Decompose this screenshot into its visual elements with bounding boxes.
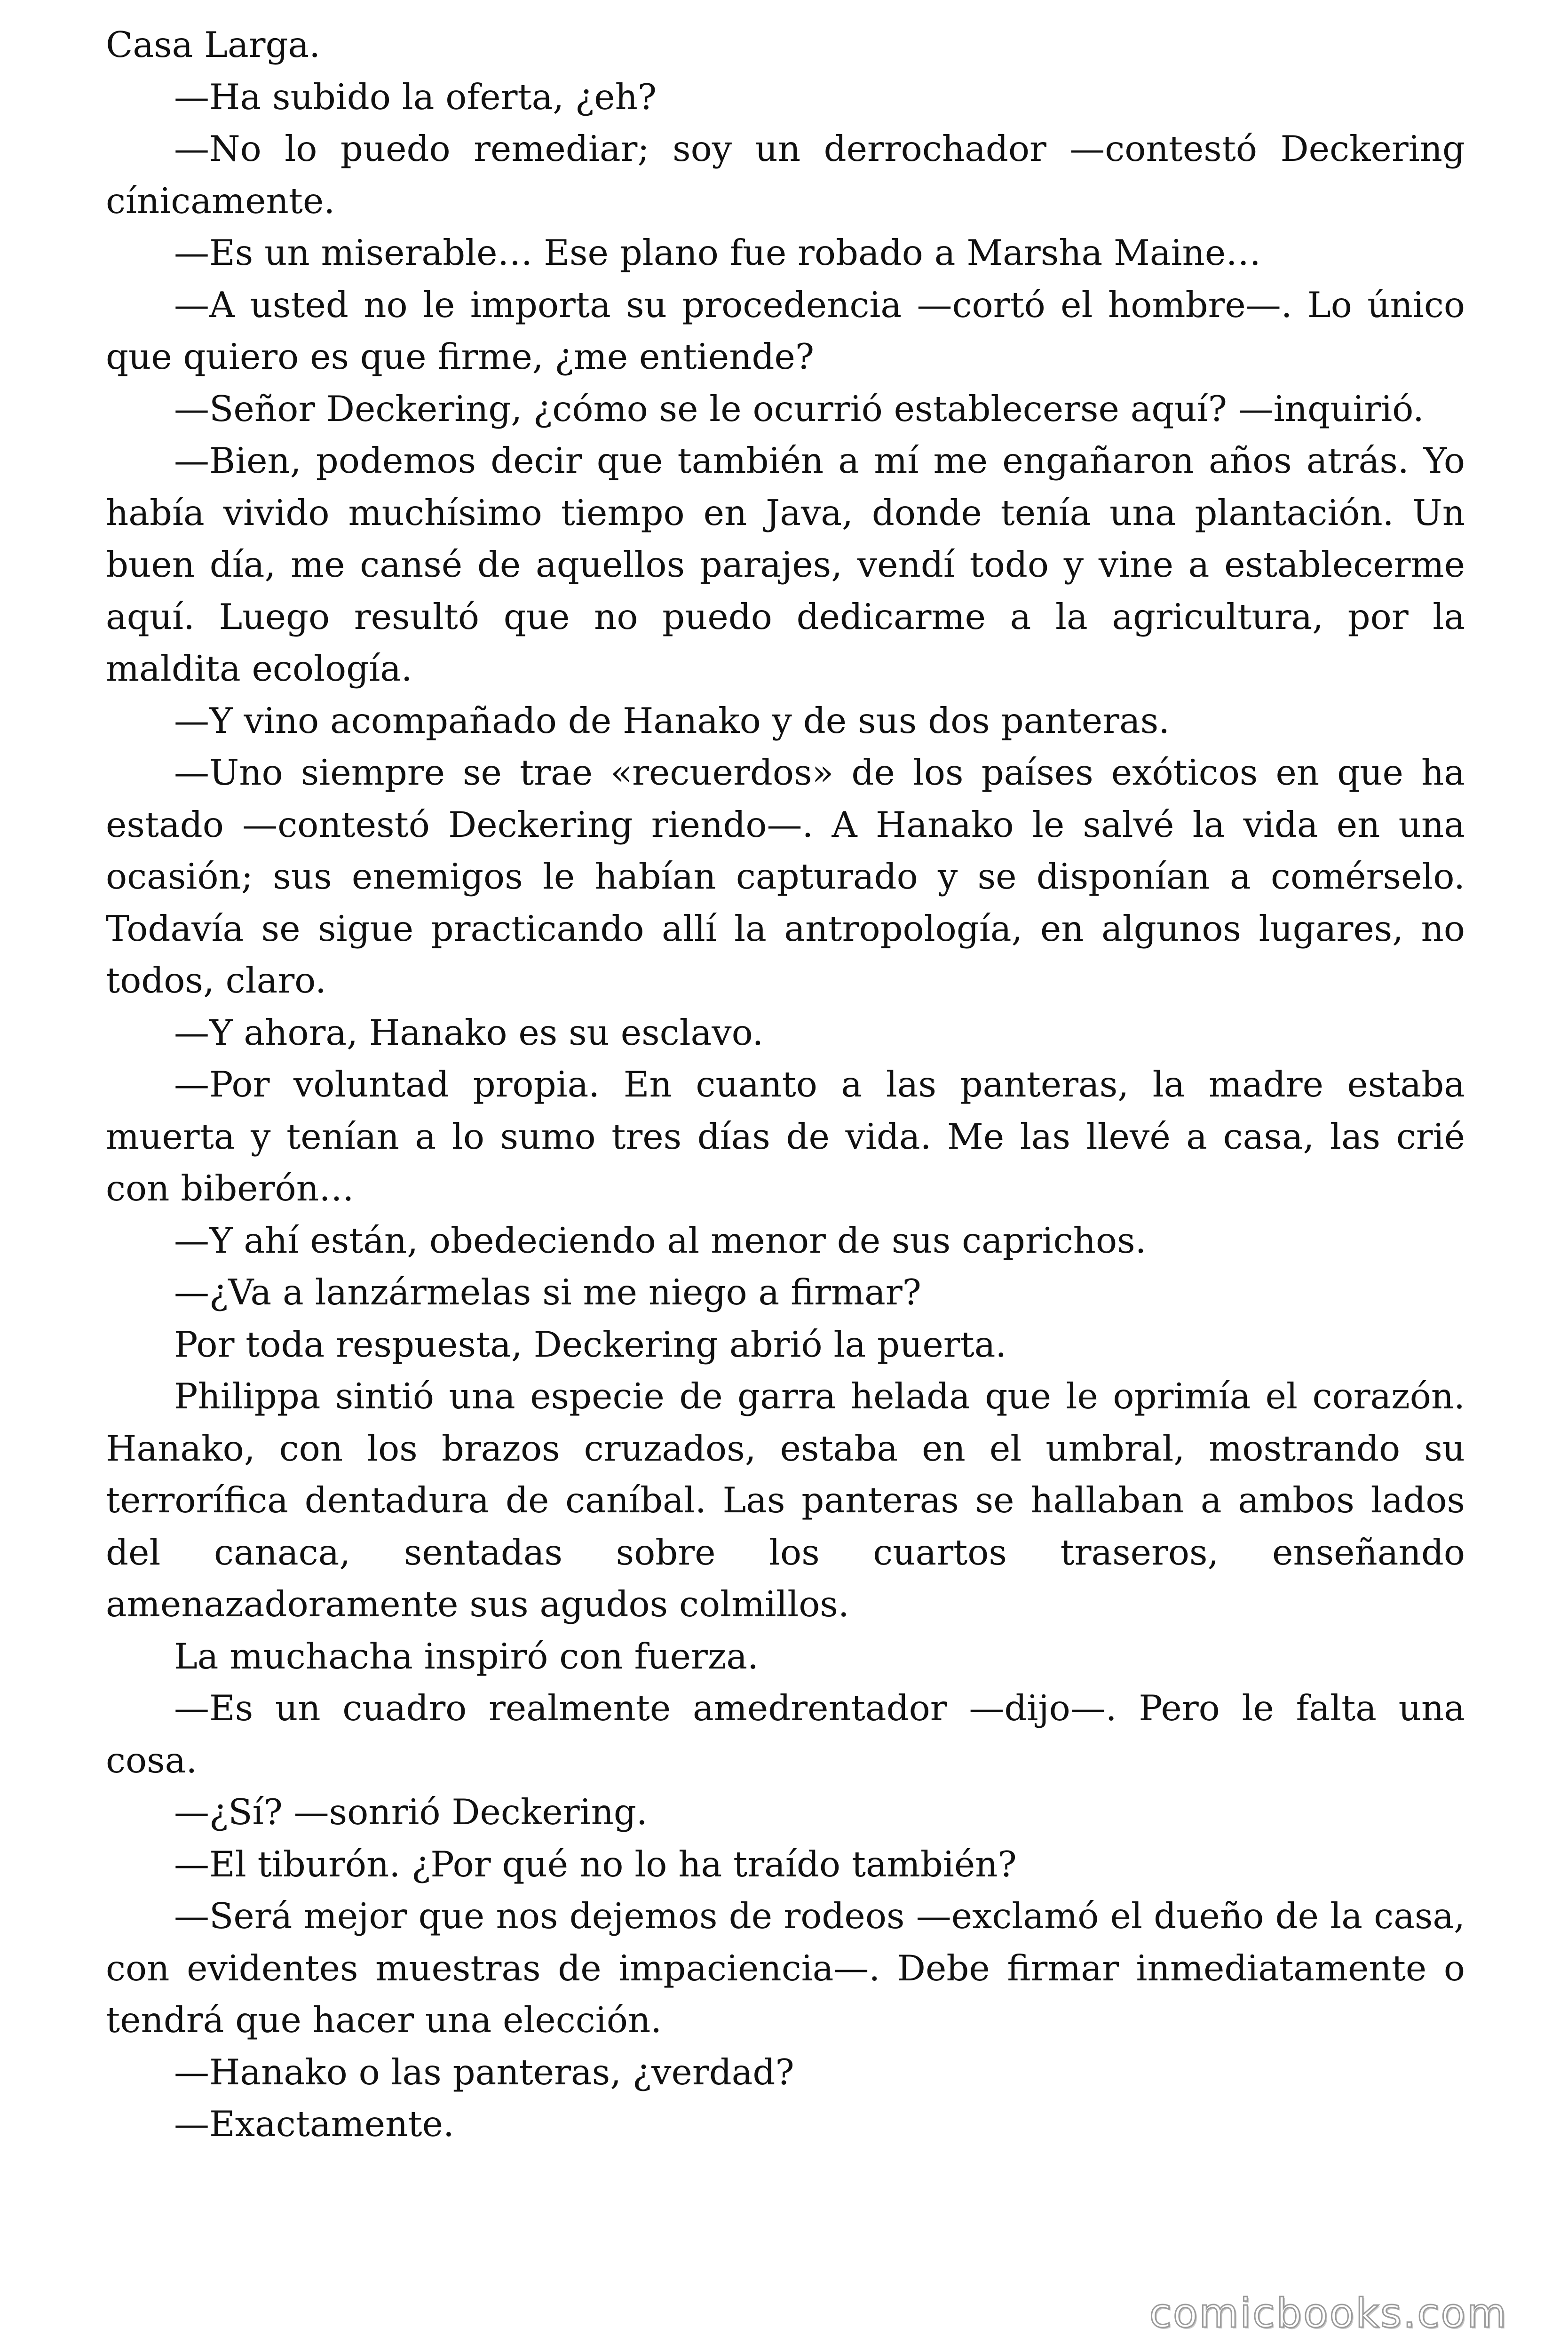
paragraph: —A usted no le importa su procedencia —cortó el hombre—. Lo único que quiero es que firme, ¿me entiende? xyxy=(106,284,1465,377)
paragraph: —Y ahí están, obedeciendo al menor de sus caprichos. xyxy=(174,1219,1147,1261)
paragraph: —El tiburón. ¿Por qué no lo ha traído también? xyxy=(174,1843,1017,1885)
paragraph: —Es un cuadro realmente amedrentador —dijo—. Pero le falta una cosa. xyxy=(106,1687,1465,1781)
watermark: comicbooks.com xyxy=(1149,2290,1508,2337)
paragraph: —Es un miserable… Ese plano fue robado a Marsha Maine… xyxy=(174,232,1261,273)
paragraph: Por toda respuesta, Deckering abrió la puerta. xyxy=(174,1323,1007,1365)
paragraph: —Será mejor que nos dejemos de rodeos —exclamó el dueño de la casa, con evidentes muestras de impaciencia—. Debe firmar inmediatamente o tendrá que hacer una elección. xyxy=(106,1895,1465,2041)
paragraph: —Uno siempre se trae «recuerdos» de los países exóticos en que ha estado —contestó Deckering riendo—. A Hanako le salvé la vida en una ocasión; sus enemigos le habían capturado y se disponían a comérselo. Todavía se sigue practicando allí la antropología, en algunos lugares, no todos, claro. xyxy=(106,752,1465,1001)
paragraph: —¿Sí? —sonrió Deckering. xyxy=(174,1791,648,1833)
paragraph: —Y ahora, Hanako es su esclavo. xyxy=(174,1011,764,1053)
paragraph: —Exactamente. xyxy=(174,2103,454,2145)
paragraph: —Hanako o las panteras, ¿verdad? xyxy=(174,2051,794,2093)
paragraph: —Y vino acompañado de Hanako y de sus dos panteras. xyxy=(174,699,1170,741)
paragraph: Philippa sintió una especie de garra helada que le oprimía el corazón. Hanako, con los brazos cruzados, estaba en el umbral, mostrando su terrorífica dentadura de caníbal. Las panteras se hallaban a ambos lados del canaca, sentadas sobre los cuartos traseros, enseñando amenazadoramente sus agudos colmillos. xyxy=(106,1375,1465,1625)
paragraph: —Por voluntad propia. En cuanto a las panteras, la madre estaba muerta y tenían a lo sumo tres días de vida. Me las llevé a casa, las crié con biberón… xyxy=(106,1064,1465,1209)
page-body-text xyxy=(106,19,1465,2150)
paragraph: —¿Va a lanzármelas si me niego a firmar? xyxy=(174,1271,921,1313)
paragraph: —No lo puedo remediar; soy un derrochador —contestó Deckering cínicamente. xyxy=(106,128,1465,222)
paragraph: —Ha subido la oferta, ¿eh? xyxy=(174,76,657,118)
paragraph: —Bien, podemos decir que también a mí me engañaron años atrás. Yo había vivido muchísimo tiempo en Java, donde tenía una plantación. Un buen día, me cansé de aquellos parajes, vendí todo y vine a establecerme aquí. Luego resultó que no puedo dedicarme a la agricultura, por la maldita ecología. xyxy=(106,440,1465,689)
paragraph: La muchacha inspiró con fuerza. xyxy=(174,1635,759,1677)
paragraph: —Señor Deckering, ¿cómo se le ocurrió establecerse aquí? —inquirió. xyxy=(174,388,1424,429)
paragraph: Casa Larga. xyxy=(106,24,321,65)
